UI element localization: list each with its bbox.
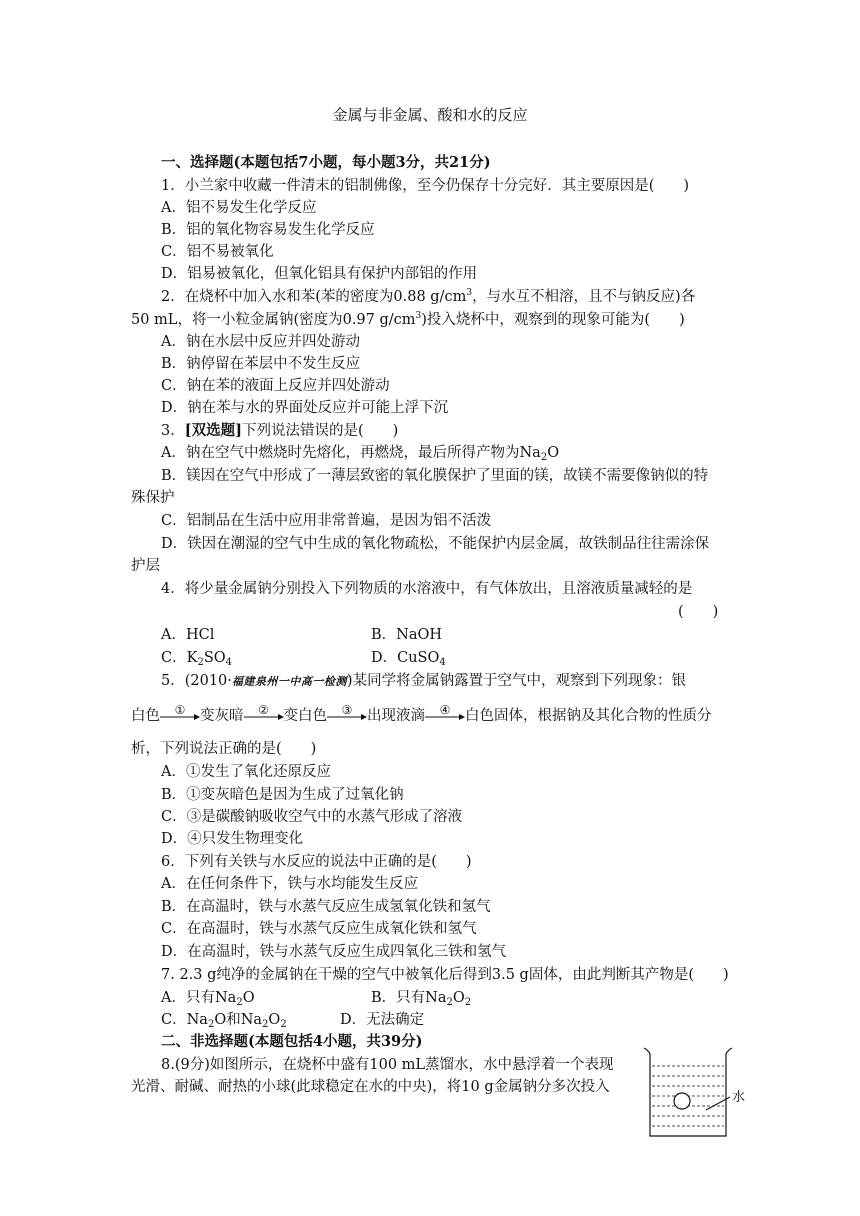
q2-option-a: A．钠在水层中反应并四处游动	[161, 334, 360, 350]
arrow-icon-1: ①	[160, 706, 200, 726]
chain-step-3: 出现液滴	[367, 708, 425, 724]
q3-option-a: A．钠在空气中燃烧时先熔化，再燃烧，最后所得产物为$Na_2O$	[161, 445, 560, 463]
q7-option-d: D．无法确定	[340, 1012, 425, 1028]
beaker-figure	[640, 1044, 755, 1148]
q7-option-a: A．只有$Na_2O$	[161, 990, 255, 1008]
q5-option-d: D．④只发生物理变化	[161, 831, 304, 847]
q3-option-d-line1: D．铁因在潮湿的空气中生成的氧化物疏松，不能保护内层金属，故铁制品往往需涂保	[161, 536, 710, 552]
q6-option-a: A．在任何条件下，铁与水均能发生反应	[161, 876, 418, 892]
water-label: 水	[732, 1090, 746, 1105]
q5-source: 福建泉州一中高一检测	[231, 675, 347, 688]
q5-option-c: C．③是碳酸钠吸收空气中的水蒸气形成了溶液	[161, 809, 463, 825]
q1-stem: 1．小兰家中收藏一件清末的铝制佛像，至今仍保存十分完好．其主要原因是( )	[161, 178, 690, 194]
q8-line2: 光滑、耐碱、耐热的小球(此球稳定在水的中央)，将10 g金属钠分多次投入	[131, 1079, 610, 1095]
chain-step-4: 白色固体，根据钠及其化合物的性质分	[465, 708, 712, 724]
q2-stem-line1: 2．在烧杯中加入水和苯(苯的密度为0.88 $g/cm^3$，与水互不相溶，且不与钠反应)各	[161, 288, 696, 305]
q1-option-a: A．铝不易发生化学反应	[161, 200, 317, 216]
q4-option-b: B．NaOH	[371, 627, 443, 643]
q6-stem: 6．下列有关铁与水反应的说法中正确的是( )	[161, 854, 472, 870]
q6-option-b: B．在高温时，铁与水蒸气反应生成氢氧化铁和氢气	[161, 899, 491, 915]
q1-option-b: B．铝的氧化物容易发生化学反应	[161, 222, 375, 238]
section-2-heading: 二、非选择题(本题包括4小题，共39分)	[161, 1033, 423, 1050]
q3-option-b-line1: B．镁因在空气中形成了一薄层致密的氧化膜保护了里面的镁，故镁不需要像钠似的特	[161, 468, 709, 484]
page-title: 金属与非金属、酸和水的反应	[332, 106, 528, 124]
q3-option-b-line2: 殊保护	[131, 490, 175, 506]
q5-stem-line3: 析，下列说法正确的是( )	[131, 741, 317, 757]
chain-step-2: 变白色	[283, 708, 327, 724]
q4-answer-paren: ( )	[678, 604, 719, 620]
q1-option-d: D．铝易被氧化，但氧化铝具有保护内部铝的作用	[161, 266, 478, 282]
q7-option-b: B．只有$Na_2O_2$	[371, 990, 472, 1008]
chain-step-0: 白色	[131, 708, 160, 724]
section-1-heading: 一、选择题(本题包括7小题，每小题3分，共21分)	[161, 154, 491, 171]
q3-stem: 3．[双选题]下列说法错误的是( )	[161, 422, 399, 439]
q5-option-b: B．①变灰暗色是因为生成了过氧化钠	[161, 787, 404, 803]
q2-option-b: B．钠停留在苯层中不发生反应	[161, 356, 361, 372]
q2-option-c: C．钠在苯的液面上反应并四处游动	[161, 378, 390, 394]
arrow-icon-4: ④	[425, 706, 465, 726]
ball-icon	[674, 1093, 690, 1109]
q6-option-d: D．在高温时，铁与水蒸气反应生成四氧化三铁和氢气	[161, 944, 507, 960]
q8-line1: 8.(9分)如图所示，在烧杯中盛有100 mL蒸馏水，水中悬浮着一个表现	[161, 1057, 614, 1073]
arrow-icon-3: ③	[327, 706, 367, 726]
q2-stem-line2: 50 mL，将一小粒金属钠(密度为0.97 $g/cm^3$)投入烧杯中，观察到的现象可能为( )	[131, 311, 685, 328]
q7-stem: 7. 2.3 g纯净的金属钠在干燥的空气中被氧化后得到3.5 g固体，由此判断其产物是( )	[161, 967, 729, 983]
q5-option-a: A．①发生了氧化还原反应	[161, 764, 331, 780]
q3-option-d-line2: 护层	[131, 558, 160, 574]
q4-stem: 4．将少量金属钠分别投入下列物质的水溶液中，有气体放出，且溶液质量减轻的是	[161, 581, 693, 597]
arrow-icon-2: ②	[244, 706, 284, 726]
q6-option-c: C．在高温时，铁与水蒸气反应生成氧化铁和氢气	[161, 921, 477, 937]
chain-step-1: 变灰暗	[200, 708, 244, 724]
q5-reaction-chain	[131, 703, 712, 726]
q1-option-c: C．铝不易被氧化	[161, 244, 274, 260]
q4-option-d: D．CuSO$_4$	[371, 650, 446, 668]
q4-option-a: A．HCl	[161, 627, 215, 643]
q2-option-d: D．钠在苯与水的界面处反应并可能上浮下沉	[161, 400, 449, 416]
q7-option-c: C．$Na_2O$和$Na_2O_2$	[161, 1012, 287, 1030]
q5-stem-line1: 5．(2010·福建泉州一中高一检测)某同学将金属钠露置于空气中，观察到下列现象：银	[161, 673, 687, 689]
q4-option-c: C．$K_2SO_4$	[161, 650, 233, 668]
q3-option-c: C．铝制品在生活中应用非常普遍，是因为铝不活泼	[161, 513, 492, 529]
